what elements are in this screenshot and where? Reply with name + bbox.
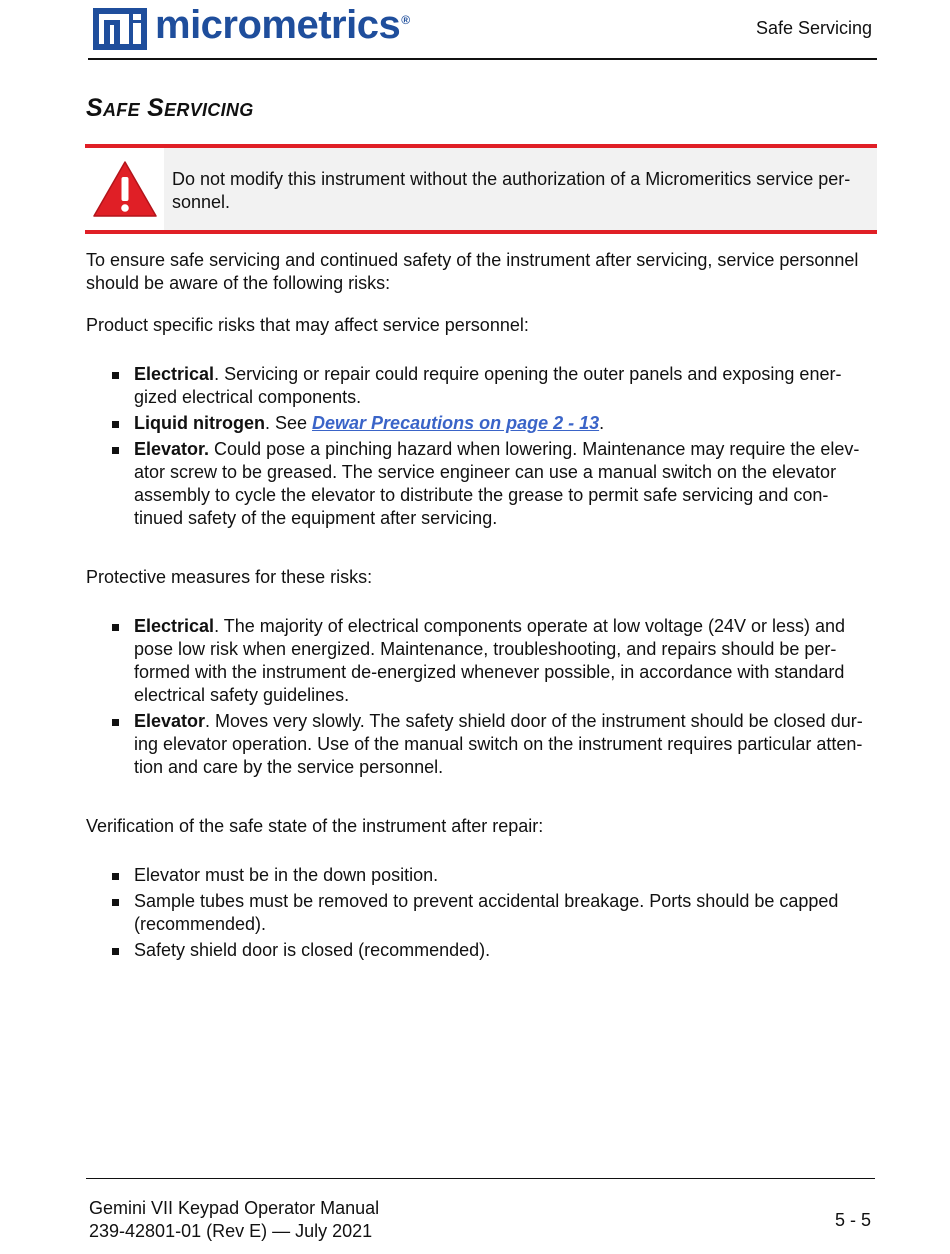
page-number: 5 - 5 [834,1210,871,1230]
list-item [110,438,876,530]
list-item [110,412,876,435]
warning-triangle-icon [92,160,158,218]
list-item [110,939,876,962]
list-item [110,864,876,887]
verification-heading: Verification of the safe state of the instrument after repair: [86,816,544,836]
footer-divider [86,1178,875,1179]
footer-manual-title: Gemini VII Keypad Operator Manual [89,1198,380,1218]
warning-icon-cell [85,148,164,230]
verification-text: Safety shield door is closed (recommended). [134,940,491,960]
bullet-square-icon [112,719,119,726]
logo-wordmark: micrometrics® [155,2,410,47]
footer-doc-info [89,1197,379,1243]
intro-paragraph: To ensure safe servicing and continued safety of the instrument after servicing, service personnel should be aware of the following risks: [86,250,859,293]
verification-text: Elevator must be in the down position. [134,865,439,885]
risk-text-end: . [599,413,605,433]
bullet-square-icon [112,447,119,454]
dewar-precautions-link[interactable]: Dewar Precautions on page 2 - 13 [312,413,600,433]
measures-heading: Protective measures for these risks: [86,567,373,587]
warning-box [85,144,877,234]
bullet-square-icon [112,372,119,379]
bullet-square-icon [112,948,119,955]
micromeritics-logo [93,2,410,50]
list-item [110,363,876,409]
bullet-square-icon [112,624,119,631]
risk-term: Electrical [134,364,215,384]
verification-list [110,864,876,965]
mi-logo-mark-icon [93,8,147,50]
risk-text: Could pose a pinching hazard when lowering. Maintenance may require the elev-ator screw to be greased. The service engineer can use a manual switch on the elevator assembly to cycle the elevator to distribute the grease to permit safe servicing and con-tinued safety of the equipment after servicing. [134,439,860,528]
measures-list [110,615,876,782]
risks-list [110,363,876,533]
risks-heading: Product specific risks that may affect service personnel: [86,315,529,335]
bullet-square-icon [112,421,119,428]
risk-text: . Servicing or repair could require opening the outer panels and exposing ener-gized electrical components. [134,364,842,407]
bullet-square-icon [112,899,119,906]
list-item [110,890,876,936]
list-item [110,615,876,707]
header-section-title: Safe Servicing [755,18,872,38]
page-title: Safe Servicing [86,94,254,122]
measure-term: Electrical [134,616,215,636]
verification-text: Sample tubes must be removed to prevent accidental breakage. Ports should be capped (recommended). [134,891,839,934]
measure-term: Elevator [134,711,206,731]
risk-term: Liquid nitrogen [134,413,265,433]
measure-text: . Moves very slowly. The safety shield door of the instrument should be closed dur-ing elevator operation. Use of the manual switch on the instrument requires particular atten-tion and care by the service personnel. [134,711,863,777]
header-divider [88,58,877,60]
measure-text: . The majority of electrical components operate at low voltage (24V or less) and pose low risk when energized. Maintenance, troubleshooting, and repairs should be per-formed with the instrument de-energized whenever possible, in accordance with standard electrical safety guidelines. [134,616,846,705]
list-item [110,710,876,779]
risk-term: Elevator. [134,439,210,459]
bullet-square-icon [112,873,119,880]
warning-text: Do not modify this instrument without the authorization of a Micromeritics service per-sonnel. [164,148,877,230]
risk-text: . See [264,413,313,433]
footer-doc-id: 239-42801-01 (Rev E) — July 2021 [89,1221,373,1241]
